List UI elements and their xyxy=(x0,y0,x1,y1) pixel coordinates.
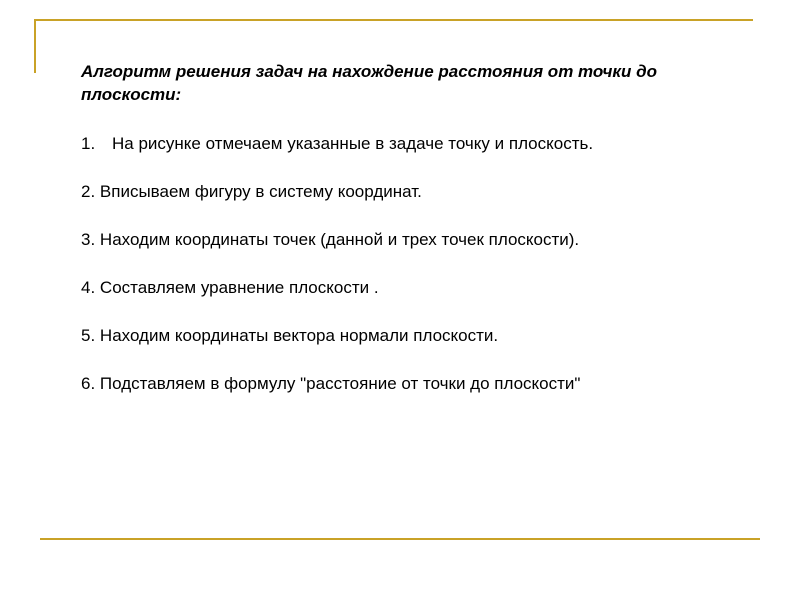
step-number: 2. xyxy=(81,182,96,201)
step-number: 3. xyxy=(81,230,96,249)
step-text: Вписываем фигуру в систему координат. xyxy=(99,182,422,201)
step-number: 4. xyxy=(81,278,96,297)
step-number: 1. xyxy=(81,134,96,153)
step-item xyxy=(81,372,741,395)
slide-content xyxy=(81,60,741,420)
step-item xyxy=(81,276,741,299)
step-item xyxy=(81,324,741,347)
step-text: Составляем уравнение плоскости . xyxy=(99,278,379,297)
step-item xyxy=(81,228,741,251)
step-number: 6. xyxy=(81,374,96,393)
step-item xyxy=(81,132,741,155)
step-number: 5. xyxy=(81,326,96,345)
frame-bottom-rule xyxy=(40,538,760,540)
step-text: На рисунке отмечаем указанные в задаче точку и плоскость. xyxy=(112,134,594,153)
step-item xyxy=(81,180,741,203)
frame-top-rule xyxy=(34,19,753,21)
step-text: Находим координаты вектора нормали плоскости. xyxy=(99,326,499,345)
frame-left-rule xyxy=(34,19,36,73)
step-text: Подставляем в формулу "расстояние от точки до плоскости" xyxy=(99,374,581,393)
slide-title: Алгоритм решения задач на нахождение расстояния от точки до плоскости: xyxy=(81,62,657,104)
step-text: Находим координаты точек (данной и трех точек плоскости). xyxy=(99,230,580,249)
steps-list xyxy=(81,132,741,395)
